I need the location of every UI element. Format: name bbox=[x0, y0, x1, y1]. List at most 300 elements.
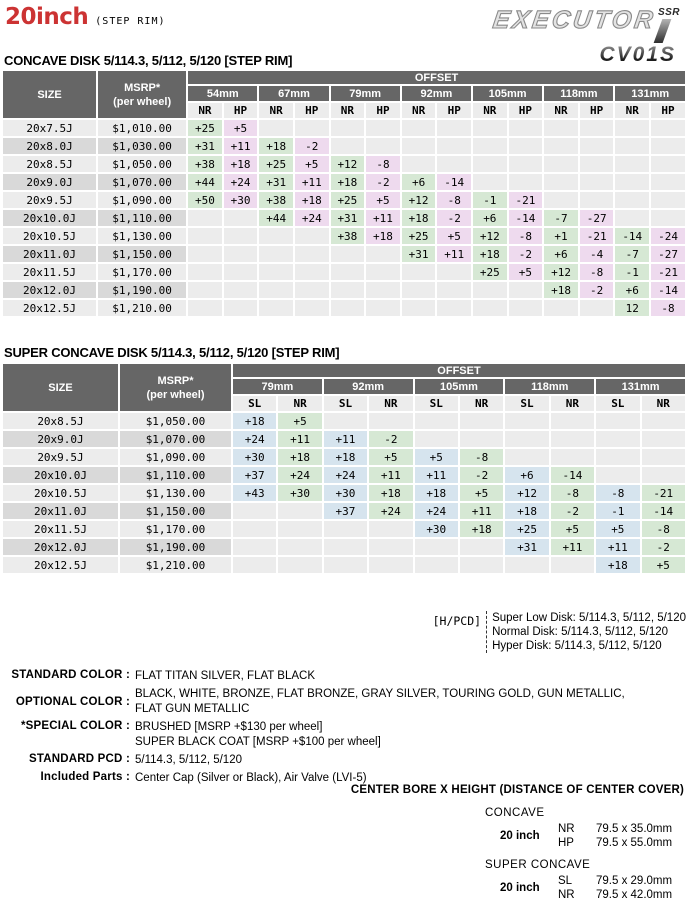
empty-cell bbox=[580, 138, 614, 154]
empty-cell bbox=[295, 246, 329, 262]
table-row bbox=[3, 264, 685, 280]
size-column-header: SIZE bbox=[3, 364, 118, 411]
offset-value-cell: +37 bbox=[233, 467, 276, 483]
msrp-cell: $1,150.00 bbox=[120, 503, 231, 519]
offset-value-cell: -8 bbox=[437, 192, 471, 208]
offset-value-cell: -14 bbox=[651, 282, 685, 298]
size-cell: 20x9.0J bbox=[3, 431, 118, 447]
size-cell: 20x11.0J bbox=[3, 503, 118, 519]
empty-cell bbox=[473, 138, 507, 154]
empty-cell bbox=[473, 120, 507, 136]
empty-cell bbox=[473, 300, 507, 316]
table-row bbox=[3, 228, 685, 244]
offset-mm-header: 79mm bbox=[233, 379, 322, 394]
empty-cell bbox=[331, 300, 365, 316]
spec-value bbox=[135, 720, 381, 750]
disk-type-label: NR bbox=[558, 889, 575, 901]
table-row bbox=[3, 503, 685, 519]
empty-cell bbox=[331, 264, 365, 280]
empty-cell bbox=[295, 228, 329, 244]
empty-cell bbox=[402, 264, 436, 280]
empty-cell bbox=[224, 282, 258, 298]
offset-value-cell: +6 bbox=[544, 246, 578, 262]
msrp-cell: $1,150.00 bbox=[98, 246, 186, 262]
rim-type-note: (STEP RIM) bbox=[95, 16, 166, 27]
empty-cell bbox=[259, 120, 293, 136]
offset-value-cell: +18 bbox=[324, 449, 367, 465]
disk-style-name: CONCAVE bbox=[485, 807, 545, 819]
offset-value-cell: +30 bbox=[324, 485, 367, 501]
empty-cell bbox=[233, 557, 276, 573]
empty-cell bbox=[233, 521, 276, 537]
empty-cell bbox=[224, 228, 258, 244]
empty-cell bbox=[278, 557, 321, 573]
offset-value-cell: -21 bbox=[580, 228, 614, 244]
empty-cell bbox=[642, 431, 685, 447]
spec-value-line: SUPER BLACK COAT [MSRP +$100 per wheel] bbox=[135, 736, 381, 748]
empty-cell bbox=[615, 156, 649, 172]
disk-style-name: SUPER CONCAVE bbox=[485, 859, 591, 871]
spec-value-line: BLACK, WHITE, BRONZE, FLAT BRONZE, GRAY SILVER, TOURING GOLD, GUN METALLIC, bbox=[135, 688, 625, 700]
size-cell: 20x11.5J bbox=[3, 264, 96, 280]
spec-value bbox=[135, 771, 367, 786]
logo-slash-icon bbox=[654, 19, 672, 43]
disk-type-subheader: SL bbox=[596, 396, 639, 411]
empty-cell bbox=[596, 413, 639, 429]
offset-value-cell: -8 bbox=[551, 485, 594, 501]
offset-value-cell: +5 bbox=[415, 449, 458, 465]
offset-value-cell: +25 bbox=[331, 192, 365, 208]
disk-type-subheader: SL bbox=[505, 396, 548, 411]
offset-value-cell: +18 bbox=[369, 485, 412, 501]
wheel-size-label: 20 inch bbox=[500, 882, 540, 894]
size-cell: 20x11.5J bbox=[3, 521, 118, 537]
offset-value-cell: +11 bbox=[551, 539, 594, 555]
offset-value-cell: -4 bbox=[580, 246, 614, 262]
center-bore-group bbox=[350, 859, 684, 902]
disk-type-subheader: NR bbox=[402, 103, 436, 118]
msrp-header-line: (per wheel) bbox=[113, 95, 172, 108]
spec-value-line: FLAT TITAN SILVER, FLAT BLACK bbox=[135, 670, 316, 682]
empty-cell bbox=[295, 120, 329, 136]
disk-type-subheader: NR bbox=[473, 103, 507, 118]
offset-value-cell: +6 bbox=[615, 282, 649, 298]
msrp-cell: $1,010.00 bbox=[98, 120, 186, 136]
empty-cell bbox=[402, 282, 436, 298]
empty-cell bbox=[509, 282, 543, 298]
size-cell: 20x12.0J bbox=[3, 539, 118, 555]
empty-cell bbox=[402, 156, 436, 172]
offset-group-header: OFFSET bbox=[233, 364, 685, 377]
empty-cell bbox=[509, 156, 543, 172]
disk-type-subheader: SL bbox=[324, 396, 367, 411]
disk-type-subheader: NR bbox=[615, 103, 649, 118]
empty-cell bbox=[331, 120, 365, 136]
offset-mm-header: 105mm bbox=[473, 86, 542, 101]
empty-cell bbox=[437, 282, 471, 298]
offset-value-cell: -2 bbox=[437, 210, 471, 226]
disk-type-subheader: HP bbox=[437, 103, 471, 118]
size-cell: 20x8.0J bbox=[3, 138, 96, 154]
hpcd-lines bbox=[486, 611, 686, 653]
empty-cell bbox=[615, 120, 649, 136]
offset-value-cell: +11 bbox=[295, 174, 329, 190]
msrp-cell: $1,030.00 bbox=[98, 138, 186, 154]
empty-cell bbox=[651, 174, 685, 190]
bore-height-value: 79.5 x 42.0mm bbox=[596, 889, 673, 901]
offset-value-cell: +5 bbox=[366, 192, 400, 208]
disk-type-subheader: NR bbox=[642, 396, 685, 411]
empty-cell bbox=[366, 138, 400, 154]
msrp-column-header bbox=[98, 71, 186, 118]
disk-type-label: NR bbox=[558, 823, 575, 835]
offset-value-cell: -2 bbox=[366, 174, 400, 190]
empty-cell bbox=[642, 413, 685, 429]
empty-cell bbox=[369, 521, 412, 537]
empty-cell bbox=[642, 467, 685, 483]
offset-value-cell: +25 bbox=[505, 521, 548, 537]
offset-mm-header: 105mm bbox=[415, 379, 504, 394]
super-concave-table-title: SUPER CONCAVE DISK 5/114.3, 5/112, 5/120 [STEP RIM] bbox=[4, 345, 340, 360]
offset-mm-header: 67mm bbox=[259, 86, 328, 101]
disk-type-label: HP bbox=[558, 837, 574, 849]
offset-value-cell: +24 bbox=[278, 467, 321, 483]
empty-cell bbox=[615, 192, 649, 208]
page-heading bbox=[5, 4, 166, 30]
empty-cell bbox=[437, 300, 471, 316]
empty-cell bbox=[369, 539, 412, 555]
size-column-header: SIZE bbox=[3, 71, 96, 118]
offset-value-cell: +5 bbox=[460, 485, 503, 501]
disk-type-subheader: NR bbox=[331, 103, 365, 118]
table-row bbox=[3, 413, 685, 429]
msrp-cell: $1,170.00 bbox=[120, 521, 231, 537]
offset-value-cell: +12 bbox=[505, 485, 548, 501]
offset-value-cell: +44 bbox=[188, 174, 222, 190]
offset-value-cell: +18 bbox=[295, 192, 329, 208]
table-row bbox=[3, 467, 685, 483]
table-row bbox=[3, 138, 685, 154]
offset-value-cell: +24 bbox=[224, 174, 258, 190]
empty-cell bbox=[188, 246, 222, 262]
size-cell: 20x12.0J bbox=[3, 282, 96, 298]
empty-cell bbox=[551, 431, 594, 447]
offset-value-cell: +5 bbox=[551, 521, 594, 537]
size-cell: 20x11.0J bbox=[3, 246, 96, 262]
table-row bbox=[3, 174, 685, 190]
empty-cell bbox=[437, 264, 471, 280]
size-cell: 20x9.5J bbox=[3, 449, 118, 465]
offset-mm-header: 118mm bbox=[505, 379, 594, 394]
empty-cell bbox=[460, 431, 503, 447]
offset-value-cell: +50 bbox=[188, 192, 222, 208]
offset-value-cell: -2 bbox=[460, 467, 503, 483]
empty-cell bbox=[259, 228, 293, 244]
empty-cell bbox=[331, 138, 365, 154]
offset-value-cell: -2 bbox=[369, 431, 412, 447]
empty-cell bbox=[324, 557, 367, 573]
empty-cell bbox=[509, 300, 543, 316]
empty-cell bbox=[402, 120, 436, 136]
empty-cell bbox=[509, 138, 543, 154]
offset-value-cell: -8 bbox=[651, 300, 685, 316]
empty-cell bbox=[460, 413, 503, 429]
empty-cell bbox=[437, 138, 471, 154]
offset-value-cell: +25 bbox=[473, 264, 507, 280]
disk-type-subheader: HP bbox=[509, 103, 543, 118]
empty-cell bbox=[233, 503, 276, 519]
offset-value-cell: +38 bbox=[259, 192, 293, 208]
concave-offset-table bbox=[1, 69, 687, 318]
empty-cell bbox=[651, 192, 685, 208]
msrp-cell: $1,190.00 bbox=[120, 539, 231, 555]
offset-value-cell: -8 bbox=[642, 521, 685, 537]
offset-value-cell: -1 bbox=[615, 264, 649, 280]
ssr-mark bbox=[658, 8, 680, 43]
empty-cell bbox=[509, 120, 543, 136]
empty-cell bbox=[278, 539, 321, 555]
disk-type-subheader: NR bbox=[460, 396, 503, 411]
empty-cell bbox=[473, 156, 507, 172]
empty-cell bbox=[295, 264, 329, 280]
offset-value-cell: -24 bbox=[651, 228, 685, 244]
msrp-cell: $1,170.00 bbox=[98, 264, 186, 280]
empty-cell bbox=[278, 521, 321, 537]
empty-cell bbox=[580, 174, 614, 190]
offset-value-cell: -2 bbox=[509, 246, 543, 262]
offset-value-cell: +30 bbox=[278, 485, 321, 501]
offset-value-cell: +5 bbox=[509, 264, 543, 280]
msrp-cell: $1,130.00 bbox=[120, 485, 231, 501]
empty-cell bbox=[259, 264, 293, 280]
offset-value-cell: +18 bbox=[505, 503, 548, 519]
offset-group-header: OFFSET bbox=[188, 71, 685, 84]
disk-type-subheader: NR bbox=[369, 396, 412, 411]
table-row bbox=[3, 539, 685, 555]
msrp-cell: $1,210.00 bbox=[98, 300, 186, 316]
offset-value-cell: +5 bbox=[369, 449, 412, 465]
bore-height-value: 79.5 x 55.0mm bbox=[596, 837, 673, 849]
empty-cell bbox=[596, 467, 639, 483]
offset-value-cell: -14 bbox=[642, 503, 685, 519]
empty-cell bbox=[615, 210, 649, 226]
empty-cell bbox=[188, 228, 222, 244]
offset-value-cell: +5 bbox=[596, 521, 639, 537]
msrp-cell: $1,070.00 bbox=[120, 431, 231, 447]
spec-notes bbox=[0, 669, 688, 786]
empty-cell bbox=[505, 431, 548, 447]
msrp-cell: $1,210.00 bbox=[120, 557, 231, 573]
offset-value-cell: -21 bbox=[651, 264, 685, 280]
empty-cell bbox=[224, 210, 258, 226]
empty-cell bbox=[651, 120, 685, 136]
offset-value-cell: +24 bbox=[369, 503, 412, 519]
empty-cell bbox=[642, 449, 685, 465]
offset-value-cell: +24 bbox=[233, 431, 276, 447]
offset-value-cell: +37 bbox=[324, 503, 367, 519]
spec-row bbox=[0, 687, 688, 717]
empty-cell bbox=[415, 413, 458, 429]
empty-cell bbox=[224, 300, 258, 316]
msrp-cell: $1,070.00 bbox=[98, 174, 186, 190]
empty-cell bbox=[551, 413, 594, 429]
offset-value-cell: +25 bbox=[188, 120, 222, 136]
offset-mm-header: 131mm bbox=[615, 86, 685, 101]
empty-cell bbox=[596, 449, 639, 465]
bore-height-value: 79.5 x 29.0mm bbox=[596, 875, 673, 887]
offset-value-cell: +18 bbox=[278, 449, 321, 465]
offset-value-cell: +12 bbox=[402, 192, 436, 208]
disk-type-subheader: HP bbox=[224, 103, 258, 118]
size-cell: 20x8.5J bbox=[3, 413, 118, 429]
empty-cell bbox=[233, 539, 276, 555]
hpcd-line: Hyper Disk: 5/114.3, 5/112, 5/120 bbox=[492, 640, 662, 652]
offset-value-cell: +5 bbox=[278, 413, 321, 429]
offset-mm-header: 92mm bbox=[402, 86, 471, 101]
empty-cell bbox=[295, 282, 329, 298]
offset-value-cell: -21 bbox=[509, 192, 543, 208]
size-cell: 20x10.0J bbox=[3, 467, 118, 483]
offset-value-cell: +6 bbox=[505, 467, 548, 483]
empty-cell bbox=[544, 120, 578, 136]
empty-cell bbox=[415, 539, 458, 555]
hpcd-label: [H/PCD] bbox=[432, 614, 482, 628]
empty-cell bbox=[651, 210, 685, 226]
offset-value-cell: +11 bbox=[415, 467, 458, 483]
empty-cell bbox=[369, 557, 412, 573]
offset-mm-header: 54mm bbox=[188, 86, 257, 101]
disk-type-subheader: HP bbox=[366, 103, 400, 118]
msrp-cell: $1,090.00 bbox=[98, 192, 186, 208]
offset-value-cell: -8 bbox=[460, 449, 503, 465]
empty-cell bbox=[580, 192, 614, 208]
empty-cell bbox=[259, 282, 293, 298]
spec-label: Included Parts : bbox=[40, 771, 130, 783]
offset-value-cell: +38 bbox=[188, 156, 222, 172]
empty-cell bbox=[544, 138, 578, 154]
offset-value-cell: +38 bbox=[331, 228, 365, 244]
table-row bbox=[3, 282, 685, 298]
empty-cell bbox=[366, 300, 400, 316]
offset-value-cell: -7 bbox=[615, 246, 649, 262]
size-cell: 20x10.0J bbox=[3, 210, 96, 226]
spec-value bbox=[135, 687, 625, 717]
empty-cell bbox=[224, 264, 258, 280]
center-bore-groups bbox=[350, 807, 684, 902]
offset-value-cell: -8 bbox=[580, 264, 614, 280]
hpcd-note bbox=[433, 611, 686, 653]
empty-cell bbox=[324, 521, 367, 537]
offset-value-cell: +31 bbox=[331, 210, 365, 226]
offset-value-cell: +11 bbox=[278, 431, 321, 447]
logo-top-row bbox=[450, 8, 680, 43]
empty-cell bbox=[188, 300, 222, 316]
offset-value-cell: -7 bbox=[544, 210, 578, 226]
disk-type-subheader: HP bbox=[295, 103, 329, 118]
offset-value-cell: +11 bbox=[460, 503, 503, 519]
empty-cell bbox=[551, 449, 594, 465]
empty-cell bbox=[544, 156, 578, 172]
offset-value-cell: +11 bbox=[324, 431, 367, 447]
offset-value-cell: -14 bbox=[615, 228, 649, 244]
empty-cell bbox=[415, 557, 458, 573]
offset-value-cell: +1 bbox=[544, 228, 578, 244]
offset-value-cell: +31 bbox=[188, 138, 222, 154]
offset-value-cell: +44 bbox=[259, 210, 293, 226]
offset-value-cell: +18 bbox=[224, 156, 258, 172]
spec-label: *SPECIAL COLOR : bbox=[20, 720, 130, 732]
table-row bbox=[3, 192, 685, 208]
executor-wordmark: EXECUTOR bbox=[491, 6, 658, 34]
disk-type-label: SL bbox=[558, 875, 573, 887]
size-cell: 20x8.5J bbox=[3, 156, 96, 172]
offset-value-cell: +5 bbox=[295, 156, 329, 172]
empty-cell bbox=[580, 156, 614, 172]
spec-value-line: FLAT GUN METALLIC bbox=[135, 703, 250, 715]
offset-value-cell: 12 bbox=[615, 300, 649, 316]
empty-cell bbox=[544, 192, 578, 208]
empty-cell bbox=[366, 264, 400, 280]
offset-value-cell: +5 bbox=[642, 557, 685, 573]
empty-cell bbox=[544, 174, 578, 190]
spec-row bbox=[0, 669, 688, 684]
empty-cell bbox=[369, 413, 412, 429]
table-row bbox=[3, 300, 685, 316]
table-row bbox=[3, 449, 685, 465]
center-bore-rows bbox=[500, 822, 684, 850]
offset-value-cell: +31 bbox=[505, 539, 548, 555]
empty-cell bbox=[460, 557, 503, 573]
disk-type-subheader: HP bbox=[580, 103, 614, 118]
empty-cell bbox=[505, 413, 548, 429]
offset-value-cell: +18 bbox=[415, 485, 458, 501]
hpcd-line: Super Low Disk: 5/114.3, 5/112, 5/120 bbox=[492, 612, 686, 624]
offset-value-cell: +11 bbox=[369, 467, 412, 483]
empty-cell bbox=[366, 282, 400, 298]
offset-value-cell: +31 bbox=[259, 174, 293, 190]
msrp-cell: $1,050.00 bbox=[120, 413, 231, 429]
size-cell: 20x9.5J bbox=[3, 192, 96, 208]
empty-cell bbox=[331, 246, 365, 262]
disk-type-subheader: NR bbox=[188, 103, 222, 118]
offset-value-cell: +31 bbox=[402, 246, 436, 262]
empty-cell bbox=[188, 210, 222, 226]
empty-cell bbox=[259, 246, 293, 262]
empty-cell bbox=[544, 300, 578, 316]
offset-value-cell: +18 bbox=[544, 282, 578, 298]
concave-table-title: CONCAVE DISK 5/114.3, 5/112, 5/120 [STEP RIM] bbox=[4, 53, 293, 68]
offset-mm-header: 79mm bbox=[331, 86, 400, 101]
offset-mm-header: 118mm bbox=[544, 86, 613, 101]
empty-cell bbox=[551, 557, 594, 573]
spec-label: STANDARD PCD : bbox=[29, 753, 130, 765]
offset-value-cell: +30 bbox=[233, 449, 276, 465]
empty-cell bbox=[473, 174, 507, 190]
offset-value-cell: -27 bbox=[580, 210, 614, 226]
msrp-header-line: (per wheel) bbox=[146, 388, 205, 401]
offset-value-cell: -8 bbox=[509, 228, 543, 244]
table-row bbox=[3, 120, 685, 136]
msrp-column-header bbox=[120, 364, 231, 411]
empty-cell bbox=[615, 138, 649, 154]
offset-value-cell: -27 bbox=[651, 246, 685, 262]
empty-cell bbox=[324, 539, 367, 555]
msrp-header-line: MSRP* bbox=[124, 81, 161, 94]
wheel-size-heading: 20inch bbox=[5, 4, 89, 30]
empty-cell bbox=[366, 246, 400, 262]
ssr-label: SSR bbox=[657, 7, 680, 18]
empty-cell bbox=[437, 120, 471, 136]
